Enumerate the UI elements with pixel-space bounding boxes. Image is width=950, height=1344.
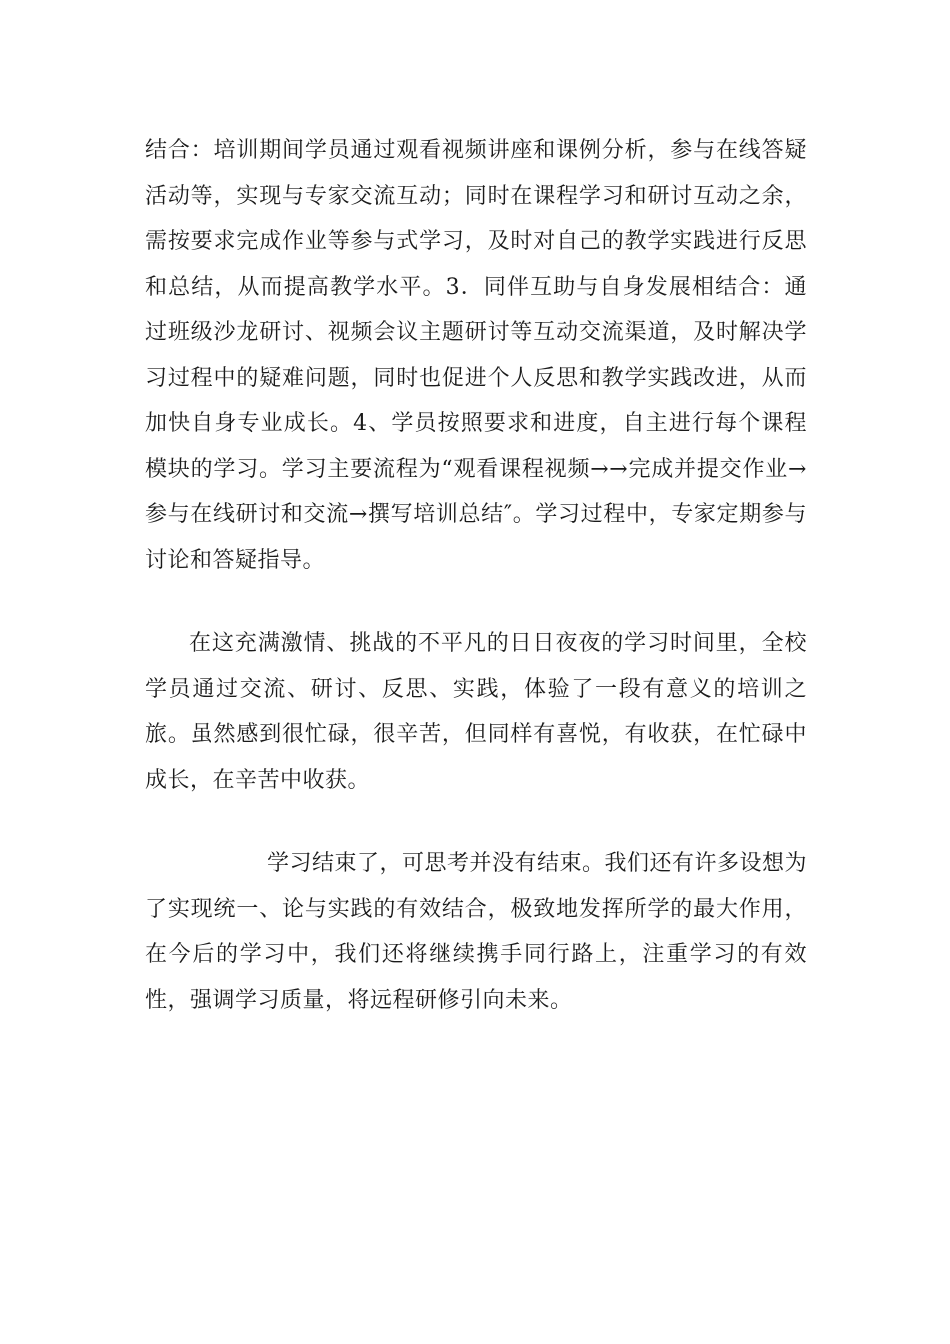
paragraph-learning-experience: 在这充满激情、挑战的不平凡的日日夜夜的学习时间里，全校学员通过交流、研讨、反思、实践，体验了一段有意义的培训之旅。虽然感到很忙碌，很辛苦，但同样有喜悦，有收获，在忙碌中成长，在辛苦中收获。 (145, 631, 807, 793)
document-body (145, 128, 807, 1023)
paragraph-conclusion: 学习结束了，可思考并没有结束。我们还有许多设想为了实现统一、论与实践的有效结合，极致地发挥所学的最大作用，在今后的学习中，我们还将继续携手同行路上，注重学习的有效性，强调学习质量，将远程研修引向未来。 (145, 851, 808, 1013)
paragraph-training-methods: 结合：培训期间学员通过观看视频讲座和课例分析，参与在线答疑活动等，实现与专家交流互动；同时在课程学习和研讨互动之余，需按要求完成作业等参与式学习，及时对自己的教学实践进行反思和总结，从而提高教学水平。3．同伴互助与自身发展相结合：通过班级沙龙研讨、视频会议主题研讨等互动交流渠道，及时解决学习过程中的疑难问题，同时也促进个人反思和教学实践改进，从而加快自身专业成长。4、学员按照要求和进度，自主进行每个课程模块的学习。学习主要流程为“观看课程视频→→完成并提交作业→参与在线研讨和交流→撰写培训总结″。学习过程中，专家定期参与讨论和答疑指导。 (145, 138, 807, 573)
